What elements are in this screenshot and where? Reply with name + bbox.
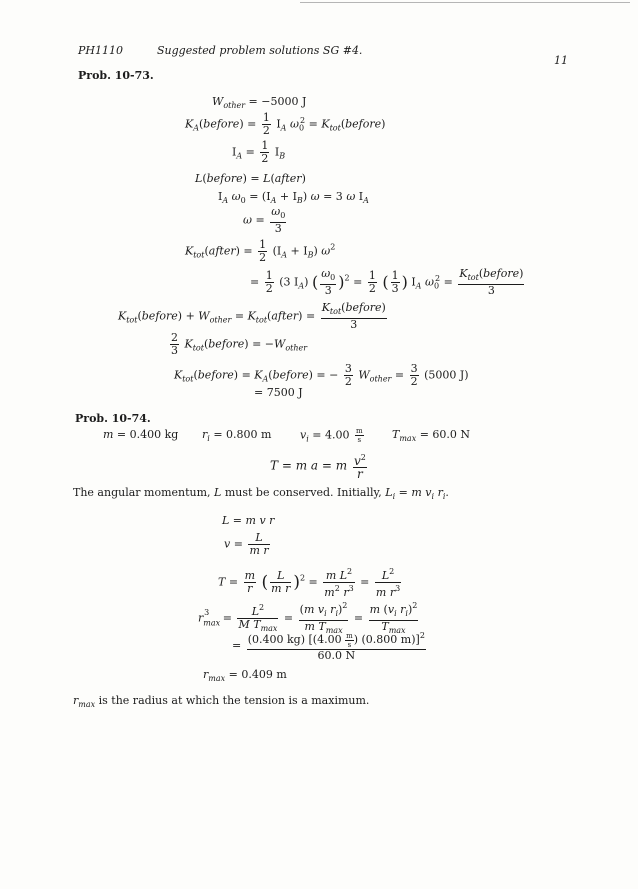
equation-line: L(before) = L(after) [195, 172, 306, 185]
equation-line: $I_A$ $\omega_0 = (I_A + I_B) \omega = 3$ ω $I_A$ [218, 190, 369, 205]
equation-line: $W_{other} = -5000$ J [212, 95, 307, 110]
equation-line: T = $\frac{m}{r}$ ( $\frac{L}{\text{m r}}$ )$^2$ = $\frac{m L^2}{m^2 r^3}$ = $\frac{L^2}{m r^3}$ [218, 567, 401, 599]
equation-line: = 7500 J [254, 386, 303, 399]
equation-line: ω = $\frac{\omega_0}{3}$ [243, 205, 286, 235]
equation-line: $r_{max} = 0.409$ m [203, 668, 287, 683]
tension-equation: T = m a = m $\frac{v^2}{r}$ [270, 453, 366, 481]
equation-line: $I_A$ = $\frac{1}{2}$ $I_B$ [232, 139, 286, 165]
conservation-text: The angular momentum, L must be conserved. Initially, $L_i = m$ $v_i$ $r_i$. [73, 486, 449, 501]
given-initial-radius: $r_i = 0.800$ m [202, 428, 272, 443]
equation-line: $\frac{2}{3}$ $K_{tot}(before) = -W_{other}$ [171, 331, 308, 357]
equation-line: L = m v r [222, 514, 275, 527]
given-mass: m = 0.400 kg [103, 428, 179, 441]
equation-line: $K_{tot}(before) + W_{other}$ = $K_{tot}(after)$ = $\frac{K_{tot}(before)}{3}$ [118, 301, 386, 331]
top-rule [300, 2, 630, 3]
equation-line: $r_{max}^3$ = $\frac{L^2}{M T_{max}}$ = $\frac{(m v_i r_i)^2}{m T_{max}}$ = $\frac{m (v_i r_i)^2}{T_{max}}$ [198, 601, 418, 635]
course-code: PH1110 [78, 44, 123, 57]
equation-line: = (0.400 kg) [(4.00 $\frac{m}{s}$ ) (0.800 m)]$^2$ 60.0 N [232, 631, 425, 662]
prob-heading-10-74: Prob. 10-74. [75, 412, 151, 425]
prob-heading-10-73: Prob. 10-73. [78, 69, 154, 82]
page-header-title: Suggested problem solutions SG #4. [157, 44, 363, 57]
conclusion-text: $r_{max}$ is the radius at which the tension is a maximum. [73, 694, 370, 709]
equation-line: $K_A(before)$ = $\frac{1}{2}$ $I_A$ $\omega_0^2$ = $K_{tot}(before)$ [185, 111, 386, 137]
page-number: 11 [554, 54, 568, 67]
equation-line: = $\frac{1}{2}$ (3 $I_A$) ( $\frac{\omega_0}{3}$ )$^2$ = $\frac{1}{2}$ ( $\frac{1}{3}$ ) $I_A$ $\omega_0^2$ = $\frac{K_{tot}(before)}{3}$ [250, 267, 524, 297]
given-max-tension: $T_{max} = 60.0$ N [392, 428, 471, 443]
given-initial-velocity: $v_i = 4.00$ $\frac{m}{s}$ [300, 427, 363, 444]
equation-line: $K_{tot}(after)$ = $\frac{1}{2}$ $(I_A + I_B)$ $\omega^2$ [185, 238, 336, 264]
equation-line: $K_{tot}(before)$ = $K_A(before)$ = − $\frac{3}{2}$ $W_{other}$ = $\frac{3}{2}$ (5000 J) [174, 362, 469, 388]
equation-line: v = $\frac{L}{\text{m r}}$ [224, 531, 269, 557]
